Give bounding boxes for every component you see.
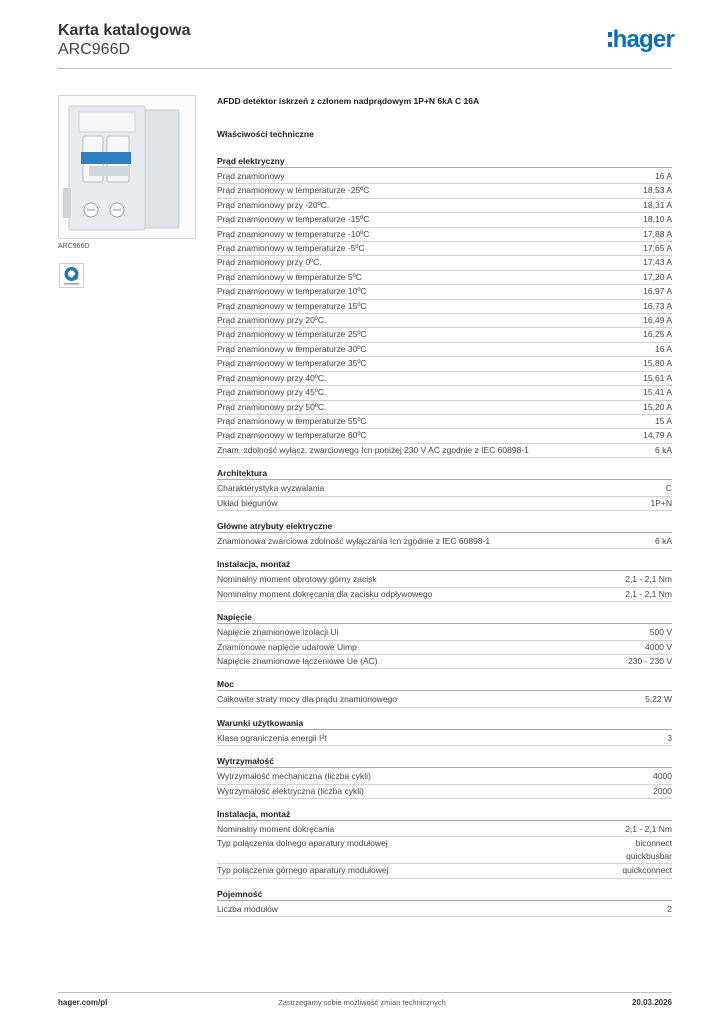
spec-label: Nominalny moment dokręcania dla zacisku odpływowego [217, 588, 433, 599]
hager-logo [608, 27, 674, 53]
spec-section [217, 718, 672, 746]
spec-label: Prąd znamionowy w temperaturze 30ºC [217, 343, 367, 354]
spec-value [667, 732, 672, 744]
section-heading: Instalacja, montaż [217, 809, 672, 821]
spec-row [217, 903, 672, 917]
spec-label: Prąd znamionowy w temperaturze 15ºC [217, 300, 367, 311]
spec-value-line: C [665, 483, 672, 494]
spec-label: Wytrzymałość mechaniczna (liczba cykli) [217, 771, 371, 782]
spec-value [625, 588, 672, 600]
spec-value-line: 16,49 A [643, 315, 672, 326]
spec-value [643, 328, 672, 340]
logo-mark-icon [608, 27, 612, 47]
spec-row [217, 242, 672, 256]
spec-value-line: 18,53 A [643, 185, 672, 196]
spec-row [217, 213, 672, 227]
spec-section [217, 156, 672, 458]
spec-row [217, 386, 672, 400]
spec-value [643, 401, 672, 413]
spec-value-line: 4000 V [645, 641, 672, 652]
spec-value-line: 18,31 A [643, 199, 672, 210]
section-heading: Wytrzymałość [217, 756, 672, 768]
spec-row [217, 256, 672, 270]
spec-label: Prąd znamionowy przy 0ºC. [217, 257, 322, 268]
spec-label: Liczba modułów [217, 903, 278, 914]
spec-value-line: 16 A [654, 171, 672, 181]
spec-value-line: 17,43 A [643, 257, 672, 268]
spec-value-line: 16,73 A [643, 300, 672, 311]
spec-value [643, 386, 672, 398]
spec-row [217, 357, 672, 371]
spec-value-line: 3 [667, 732, 672, 743]
spec-label: Znamionowe napięcie udarowe Uimp [217, 641, 357, 652]
spec-label: Prąd znamionowy w temperaturze -25ºC [217, 185, 370, 196]
spec-value [625, 823, 672, 835]
spec-label: Typ połączenia górnego aparatury modułowej [217, 865, 389, 876]
spec-value [643, 314, 672, 326]
spec-row [217, 444, 672, 458]
spec-row [217, 343, 672, 357]
spec-value [628, 655, 672, 667]
spec-sections [217, 156, 672, 917]
spec-value [643, 199, 672, 211]
spec-value [643, 300, 672, 312]
footer-date: 20.03.2026 [631, 998, 672, 1007]
spec-value-line: 15 A [654, 415, 672, 426]
spec-row [217, 314, 672, 328]
spec-section [217, 809, 672, 879]
spec-value [643, 184, 672, 196]
spec-value [643, 242, 672, 254]
spec-row [217, 429, 672, 443]
spec-value [655, 444, 672, 456]
spec-label: Prąd znamionowy przy -20ºC. [217, 199, 330, 210]
spec-value [667, 903, 672, 915]
footer-disclaimer: Zastrzegamy sobie możliwość zmian technicznych [278, 998, 446, 1007]
spec-label: Prąd znamionowy w temperaturze 60ºC [217, 430, 367, 441]
spec-row [217, 228, 672, 242]
spec-label: Prąd znamionowy w temperaturze -10ºC [217, 228, 370, 239]
spec-value [655, 535, 672, 547]
spec-value-line: biconnect [635, 838, 672, 849]
spec-row [217, 300, 672, 314]
section-heading: Główne atrybuty elektryczne [217, 521, 672, 533]
spec-label: Prąd znamionowy przy 40ºC. [217, 372, 327, 383]
spec-value [653, 785, 672, 797]
spec-row [217, 285, 672, 299]
spec-value-line: 2,1 - 2,1 Nm [625, 574, 672, 585]
spec-label: Nominalny moment obrotowy górny zacisk [217, 574, 377, 585]
spec-section [217, 679, 672, 707]
spec-row [217, 271, 672, 285]
spec-row [217, 184, 672, 198]
spec-value-line: 16,97 A [643, 286, 672, 297]
spec-label: Prąd znamionowy przy 45ºC. [217, 387, 327, 398]
spec-row [217, 573, 672, 587]
spec-value [625, 573, 672, 585]
spec-section [217, 559, 672, 602]
spec-section [217, 756, 672, 799]
spec-value [666, 482, 672, 494]
spec-label: Wytrzymałość elektryczna (liczba cykli) [217, 785, 364, 796]
spec-section [217, 612, 672, 669]
spec-label: Prąd znamionowy w temperaturze -15ºC [217, 214, 370, 225]
spec-value [643, 372, 672, 384]
spec-value-line: 17,65 A [643, 243, 672, 254]
section-heading: Napięcie [217, 612, 672, 624]
spec-row [217, 693, 672, 707]
spec-label: Typ połączenia dolnego aparatury modułowej [217, 838, 388, 849]
section-heading: Architektura [217, 468, 672, 480]
spec-value [651, 497, 673, 509]
spec-label: Prąd znamionowy w temperaturze 25ºC [217, 329, 367, 340]
spec-label: Całkowite straty mocy dla prądu znamionowego [217, 694, 398, 705]
spec-value-line: 230 - 230 V [628, 655, 672, 666]
section-heading: Moc [217, 679, 672, 691]
footer-website: hager.com/pl [58, 998, 108, 1007]
spec-value [643, 256, 672, 268]
spec-row [217, 641, 672, 655]
spec-value-line: 18,10 A [643, 214, 672, 225]
document-header [58, 21, 190, 59]
spec-row [217, 415, 672, 429]
footer-divider [58, 992, 672, 993]
spec-label: Prąd znamionowy przy 50ºC. [217, 401, 327, 412]
spec-value-line: 17,20 A [643, 271, 672, 282]
product-code: ARC966D [58, 41, 131, 58]
spec-value [643, 228, 672, 240]
spec-row [217, 328, 672, 342]
spec-label: Prąd znamionowy w temperaturze 55ºC [217, 415, 367, 426]
spec-value [626, 837, 672, 862]
spec-row [217, 535, 672, 549]
spec-label: Klasa ograniczenia energii I²t [217, 732, 327, 743]
spec-section [217, 468, 672, 511]
spec-value-line: 500 V [649, 627, 672, 638]
spec-value [650, 626, 672, 638]
spec-row [217, 199, 672, 213]
spec-label: Prąd znamionowy w temperaturze 5ºC [217, 271, 362, 282]
spec-value-line: 6 kA [654, 535, 672, 546]
spec-value-line: 15,41 A [643, 387, 672, 398]
spec-value-line: 14,79 A [643, 430, 672, 441]
spec-label: Napięcie znamionowe izolacji Ui [217, 627, 339, 638]
spec-row [217, 401, 672, 415]
spec-value [643, 285, 672, 297]
spec-section [217, 521, 672, 549]
spec-value-line: 15,80 A [643, 358, 672, 369]
spec-value-line: 15,61 A [643, 372, 672, 383]
document-title: Karta katalogowa [58, 22, 191, 39]
spec-row [217, 732, 672, 746]
spec-label: Prąd znamionowy w temperaturze 10ºC [217, 286, 367, 297]
spec-label: Układ biegunów [217, 497, 278, 508]
spec-value-line: 2 [667, 903, 672, 914]
spec-value-line: 4000 [653, 771, 672, 782]
spec-row [217, 655, 672, 669]
spec-value [655, 343, 672, 355]
spec-value-line: quickconnect [622, 865, 672, 876]
spec-row [217, 864, 672, 878]
section-heading: Pojemność [217, 889, 672, 901]
spec-value [653, 770, 672, 782]
product-image [58, 95, 196, 239]
section-heading: Warunki użytkowania [217, 718, 672, 730]
spec-label: Nominalny moment dokręcania [217, 824, 335, 834]
spec-section [217, 889, 672, 917]
spec-label: Znam. zdolność wyłącz. zwarciowego Icn poniżej 230 V AC zgodnie z IEC 60898-1 [217, 444, 529, 455]
spec-row [217, 770, 672, 784]
spec-value-line: quickbusbar [626, 850, 672, 861]
spec-row [217, 482, 672, 496]
spec-value-line: 1P+N [650, 497, 672, 508]
spec-value-line: 17,88 A [643, 228, 672, 239]
spec-row [217, 823, 672, 837]
spec-row [217, 372, 672, 386]
spec-row [217, 626, 672, 640]
spec-value-line: 6 kA [654, 444, 672, 455]
spec-row [217, 785, 672, 799]
spec-label: Prąd znamionowy przy 20ºC. [217, 315, 327, 326]
spec-label: Charakterystyka wyzwalania [217, 483, 325, 494]
technical-properties-title: Właściwości techniczne [217, 129, 314, 139]
spec-value-line: 16,25 A [643, 329, 672, 340]
spec-value [643, 213, 672, 225]
spec-value [643, 271, 672, 283]
spec-label: Prąd znamionowy w temperaturze -5ºC [217, 243, 365, 254]
spec-row [217, 837, 672, 864]
specification-content [217, 96, 672, 917]
spec-value [655, 170, 672, 182]
spec-label: Napięcie znamionowe łączeniowe Ue (AC) [217, 655, 378, 666]
spec-label: Znamionowa zwarciowa zdolność wyłączania Icn zgodnie z IEC 60898-1 [217, 535, 491, 546]
spec-value [622, 864, 672, 876]
spec-value [643, 429, 672, 441]
spec-row [217, 588, 672, 602]
section-heading: Prąd elektryczny [217, 156, 672, 168]
spec-value-line: 5,22 W [645, 694, 672, 705]
spec-value [645, 693, 672, 705]
spec-value-line: 2,1 - 2,1 Nm [625, 588, 672, 599]
quality-badge-icon [59, 263, 84, 288]
header-divider [58, 68, 672, 69]
spec-label: Prąd znamionowy [217, 171, 285, 181]
product-title: AFDD detektor iskrzeń z członem nadprądowym 1P+N 6kA C 16A [217, 96, 480, 106]
spec-value-line: 16 A [654, 343, 672, 354]
spec-row [217, 497, 672, 511]
spec-value-line: 15,20 A [643, 401, 672, 412]
spec-value-line: 2000 [653, 785, 672, 796]
spec-label: Prąd znamionowy w temperaturze 35ºC [217, 358, 367, 369]
image-caption: ARC966D [58, 243, 90, 250]
spec-value-line: 2,1 - 2,1 Nm [625, 824, 672, 834]
spec-value [643, 357, 672, 369]
section-heading: Instalacja, montaż [217, 559, 672, 571]
logo-text: hager [612, 26, 674, 53]
circuit-breaker-image [59, 96, 195, 238]
spec-value [645, 641, 672, 653]
spec-row [217, 170, 672, 184]
spec-value [655, 415, 672, 427]
